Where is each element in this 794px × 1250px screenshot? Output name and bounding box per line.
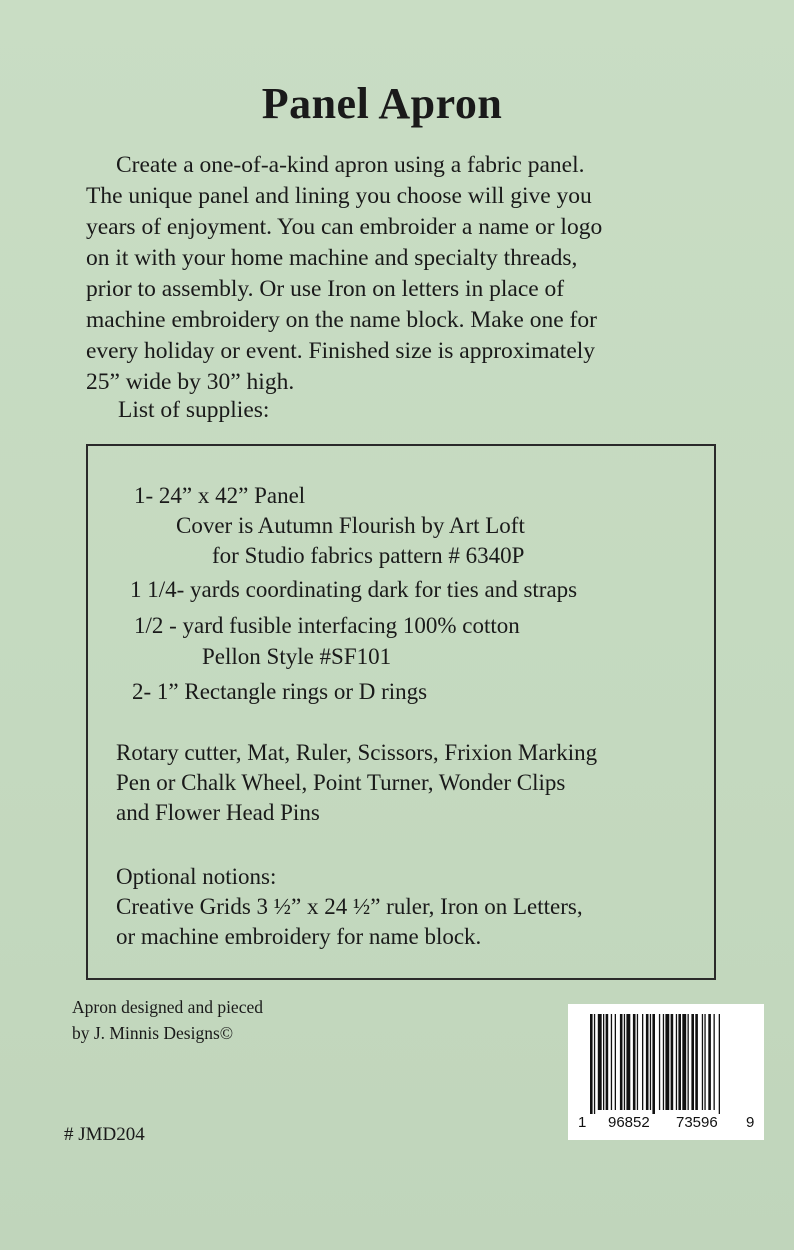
barcode-bar — [611, 1014, 612, 1110]
barcode-bar — [615, 1014, 616, 1110]
supplies-box — [86, 444, 716, 980]
barcode-bar — [633, 1014, 636, 1110]
pattern-code: # JMD204 — [64, 1124, 145, 1145]
intro-line: machine embroidery on the name block. Make one for — [86, 307, 597, 333]
intro-paragraph — [86, 150, 696, 398]
intro-line: The unique panel and lining you choose will give you — [86, 183, 592, 209]
barcode-bar — [590, 1014, 593, 1114]
supply-interfacing: 1/2 - yard fusible interfacing 100% cotton — [134, 613, 520, 638]
intro-line: every holiday or event. Finished size is approximately — [86, 338, 596, 364]
page-title: Panel Apron — [261, 79, 503, 128]
upc-barcode — [568, 1004, 764, 1140]
barcode-bar — [659, 1014, 660, 1110]
barcode-bar — [650, 1014, 651, 1110]
barcode-bar — [620, 1014, 623, 1110]
supply-cover-line1: Cover is Autumn Flourish by Art Loft — [176, 513, 525, 538]
designer-credit — [72, 994, 263, 1046]
barcode-bar — [702, 1014, 703, 1110]
barcode-bar — [626, 1014, 630, 1110]
barcode-bar — [695, 1014, 698, 1110]
barcode-bar — [642, 1014, 643, 1110]
intro-line: 25” wide by 30” high. — [86, 369, 295, 395]
barcode-bar — [682, 1014, 686, 1110]
supply-yards: 1 1/4- yards coordinating dark for ties and straps — [130, 577, 578, 602]
intro-line: on it with your home machine and specialty threads, — [86, 245, 578, 271]
supply-pellon: Pellon Style #SF101 — [202, 644, 392, 669]
barcode-bar — [688, 1014, 689, 1110]
barcode-bar — [676, 1014, 677, 1110]
tools-line3: and Flower Head Pins — [116, 800, 320, 825]
barcode-bar — [691, 1014, 694, 1110]
barcode-digit-first: 1 — [578, 1114, 587, 1131]
barcode-bar — [714, 1014, 715, 1110]
barcode-bar — [708, 1014, 711, 1110]
credit-line1: Apron designed and pieced — [72, 997, 263, 1017]
supply-panel: 1- 24” x 42” Panel — [134, 483, 306, 508]
barcode-bar — [646, 1014, 649, 1110]
credit-line2: by J. Minnis Designs© — [72, 1023, 234, 1043]
barcode-bar — [603, 1014, 604, 1110]
supply-rings: 2- 1” Rectangle rings or D rings — [132, 679, 428, 704]
barcode-bar — [719, 1014, 720, 1114]
barcode-bar — [624, 1014, 625, 1110]
barcode-group2: 73596 — [676, 1114, 718, 1131]
optional-line2: or machine embroidery for name block. — [116, 924, 482, 949]
tools-line1: Rotary cutter, Mat, Ruler, Scissors, Frixion Marking — [116, 740, 598, 765]
barcode-group1: 96852 — [608, 1114, 650, 1131]
barcode-bar — [594, 1014, 595, 1114]
intro-line: years of enjoyment. You can embroider a name or logo — [86, 214, 603, 240]
optional-line1: Creative Grids 3 ½” x 24 ½” ruler, Iron on Letters, — [116, 894, 583, 919]
intro-line: prior to assembly. Or use Iron on letters in place of — [86, 276, 565, 302]
barcode-bar — [652, 1014, 655, 1114]
barcode-bar — [663, 1014, 664, 1110]
supply-cover-line2: for Studio fabrics pattern # 6340P — [212, 543, 525, 568]
barcode-digits — [568, 1112, 764, 1134]
barcode-bar — [665, 1014, 669, 1110]
barcode-bar — [671, 1014, 674, 1110]
barcode-bar — [606, 1014, 609, 1110]
barcode-digit-last: 9 — [746, 1114, 755, 1131]
barcode-bar — [637, 1014, 638, 1110]
optional-heading: Optional notions: — [116, 864, 277, 889]
barcode-bar — [598, 1014, 602, 1110]
barcode-bar — [678, 1014, 681, 1110]
barcode-bars — [568, 1004, 764, 1114]
barcode-bar — [704, 1014, 705, 1110]
intro-line: Create a one-of-a-kind apron using a fabric panel. — [116, 152, 585, 178]
tools-line2: Pen or Chalk Wheel, Point Turner, Wonder Clips — [116, 770, 566, 795]
supplies-heading: List of supplies: — [118, 397, 270, 423]
